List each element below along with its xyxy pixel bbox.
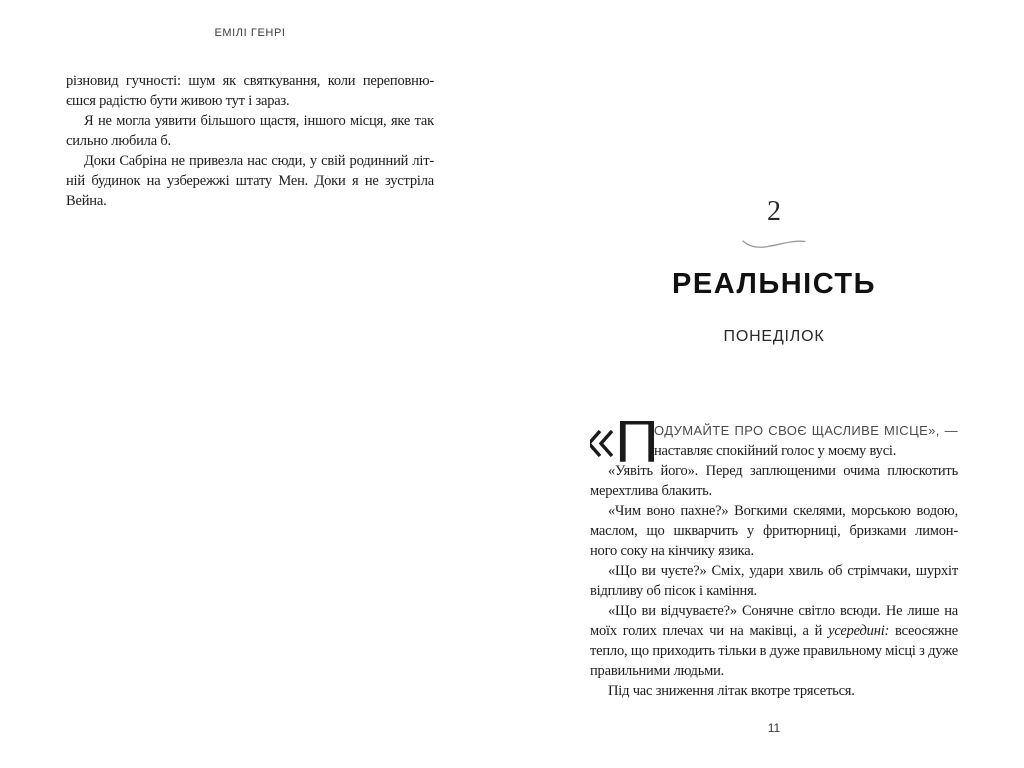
text-line: моїх голих плечах чи на маківці, а й усередині: всеосяжне (590, 623, 958, 639)
swash-flourish-icon (741, 236, 807, 248)
text-line: Під час зниження літак вкотре трясеться. (608, 683, 855, 699)
text-line: «Що ви відчуваєте?» Сонячне світло всюди. Не лише на (608, 603, 958, 619)
page-number: 11 (767, 721, 781, 735)
text-line: сильно любила б. (66, 133, 171, 149)
text-line: різновид гучності: шум як святкування, коли переповню- (66, 73, 434, 89)
right-page-body (590, 421, 958, 701)
text-line: відпливу об пісок і каміння. (590, 583, 757, 599)
book-page-right (590, 0, 958, 768)
text-line: Доки Сабріна не привезла нас сюди, у свій родинний літ- (84, 153, 434, 169)
chapter-divider (590, 235, 958, 253)
chapter-title: РЕАЛЬНІСТЬ (672, 268, 876, 300)
text-line: Вейна. (66, 193, 107, 209)
text-line: «Уявіть його». Перед заплющеними очима плюскотить (608, 463, 958, 479)
open-guillemet-icon (590, 430, 614, 463)
text-line: «Що ви чуєте?» Сміх, удари хвиль об стрімчаки, шурхіт (608, 563, 958, 579)
text-line: Я не могла уявити більшого щастя, іншого місця, яке так (84, 113, 434, 129)
text-line: ній будинок на узбережжі штату Мен. Доки я не зустріла (66, 173, 434, 189)
opening-second-line: наставляє спокійний голос у моєму вусі. (654, 443, 897, 459)
drop-cap-letter: П (615, 421, 659, 475)
text-line: маслом, що шкварчить у фритюрниці, бризками лимон- (590, 523, 958, 539)
chapter-subtitle: ПОНЕДІЛОК (723, 328, 825, 345)
right-page-paragraphs (590, 461, 958, 701)
opening-first-line: ОДУМАЙТЕ ПРО СВОЄ ЩАСЛИВЕ МІСЦЕ», — (654, 423, 958, 438)
text-line: «Чим воно пахне?» Вогкими скелями, морською водою, (608, 503, 958, 519)
text-line: правильними людьми. (590, 663, 725, 679)
book-page-left (66, 0, 434, 768)
running-header: ЕМІЛІ ГЕНРІ (214, 27, 286, 39)
chapter-number: 2 (767, 196, 781, 227)
text-line: мерехтлива блакить. (590, 483, 712, 499)
left-page-body (66, 71, 434, 211)
text-line: тепло, що приходить тільки в дуже правильному місці з дуже (590, 643, 958, 659)
text-line: єшся радістю бути живою тут і зараз. (66, 93, 290, 109)
text-line: ного соку на кінчику язика. (590, 543, 754, 559)
